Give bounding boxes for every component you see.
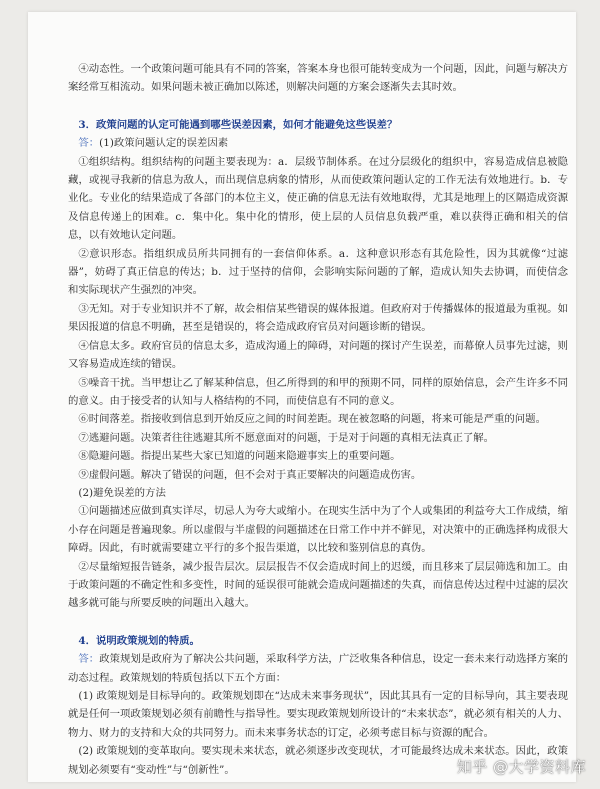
q4-trait-2: (2) 政策规划的变革取向。要实现未来状态，就必须逐步改变现状，才可能最终达成未来状态。因此，政策规划必须要有“变动性”与“创新性”。 [68,745,568,776]
q3-method-1: ①问题描述应做到真实详尽，切忌人为夸大或缩小。在现实生活中为了个人或集团的利益夸大工作成绩，缩小存在问题是普遍现象。所以虚假与半虚假的问题描述在日常工作中并不鲜见，对决策中的正确选择构成很大障碍。因此，有时就需要建立平行的多个报告渠道，以比较和鉴别信息的真伪。 [68,505,568,555]
q4-intro: 答：政策规划是政府为了解决公共问题，采取科学方法，广泛收集各种信息，设定一套未来行动选择方案的动态过程。政策规划的特质包括以下五个方面： [68,653,569,684]
q4-trait-3 [68,779,568,782]
question-4-heading: 4．说明政策规划的特质。 [78,634,200,647]
q3-subheading-1: 答：(1)政策问题认定的误差因素 [78,137,229,150]
answer-label: 答： [78,653,100,666]
q3-factor-5: ⑤噪音干扰。当甲想让乙了解某种信息，但乙所得到的和甲的预期不同，同样的原始信息，会产生许多不同的意义。由于接受者的认知与人格结构的不同，而使信息有不同的意义。 [68,376,568,407]
q4-trait-1: (1) 政策规划是目标导向的。政策规划即在“达成未来事务现状”，因此其具有一定的目标导向，其主要表现就是任何一项政策规划必须有前瞻性与指导性。要实现政策规划所设计的“未来状态”，就必须有相关的人力、物力、财力的支持和大众的共同努力。而未来事务状态的订定，必须考虑目标与资源的配合。 [68,690,568,739]
answer-label: 答： [78,137,100,150]
q3-factor-2: ②意识形态。指组织成员所共同拥有的一套信仰体系。a．这种意识形态有其危险性，因为其就像“过滤器”，妨碍了真正信息的传达；b．过于坚持的信仰，会影响实际问题的了解，造成认知失去协调，而使信念和实际现状产生强烈的冲突。 [68,247,568,297]
q3-method-2: ②尽量缩短报告链条，减少报告层次。层层报告不仅会造成时间上的迟缓，而且移来了层层筛选和加工。由于政策问题的不确定性和多变性，时间的延误很可能就会造成问题描述的失真，而信息传达过程中过滤的层次越多就可能与所要反映的问题出入越大。 [68,560,568,610]
document-content [68,60,568,782]
q3-factor-4: ④信息太多。政府官员的信息太多，造成沟通上的障碍，对问题的探讨产生误差，而幕僚人员事先过滤，则又容易造成连续的错误。 [68,339,568,371]
question-3-heading: 3．政策问题的认定可能遇到哪些误差因素，如何才能避免这些误差？ [78,118,398,131]
q3-subheading-2: (2)避免误差的方法 [78,486,166,499]
zhihu-watermark: 知乎 @大学资料库 [456,758,586,776]
document-page [28,12,576,782]
paragraph-dynamic: ④动态性。一个政策问题可能具有不同的答案，答案本身也很可能转变成为一个问题，因此，问题与解决方案经常互相流动。如果问题未被正确加以陈述，则解决问题的方案会逐渐失去其时效。 [68,63,568,94]
q3-factor-9: ⑨虚假问题。解决了错误的问题，但不会对于真正要解决的问题造成伤害。 [78,468,422,481]
q3-factor-1: ①组织结构。组织结构的问题主要表现为：a．层级节制体系。在过分层级化的组织中，容易造成信息被隐藏，或视寻我新的信息为敌人，而出现信息病象的情形，从而使政策问题认定的工作无法有效地进行。b．专业化。专业化的结果造成了各部门的本位主义，使正确的信息无法有效地取得，尤其是地理上的区隔造成资源及信息传递上的困难。c．集中化。集中化的情形，使上层的人员信息负载严重，难以获得正确和相关的信息，以有效地认定问题。 [68,155,568,242]
q3-factor-7: ⑦逃避问题。决策者往往逃避其所不愿意面对的问题，于是对于问题的真相无法真正了解。 [78,431,495,444]
q3-factor-8: ⑧隐避问题。指提出某些大家已知道的问题来隐避事实上的重要问题。 [78,450,401,463]
q3-factor-6: ⑥时间落差。指接收到信息到开始反应之间的时间差距。现在被忽略的问题，将来可能是严重的问题。 [78,413,546,426]
q3-factor-3: ③无知。对于专业知识并不了解，故会相信某些错误的媒体报道。但政府对于传播媒体的报道最为重视。如果因报道的信息不明确，甚至是错误的，将会造成政府官员对问题诊断的错误。 [68,302,568,334]
